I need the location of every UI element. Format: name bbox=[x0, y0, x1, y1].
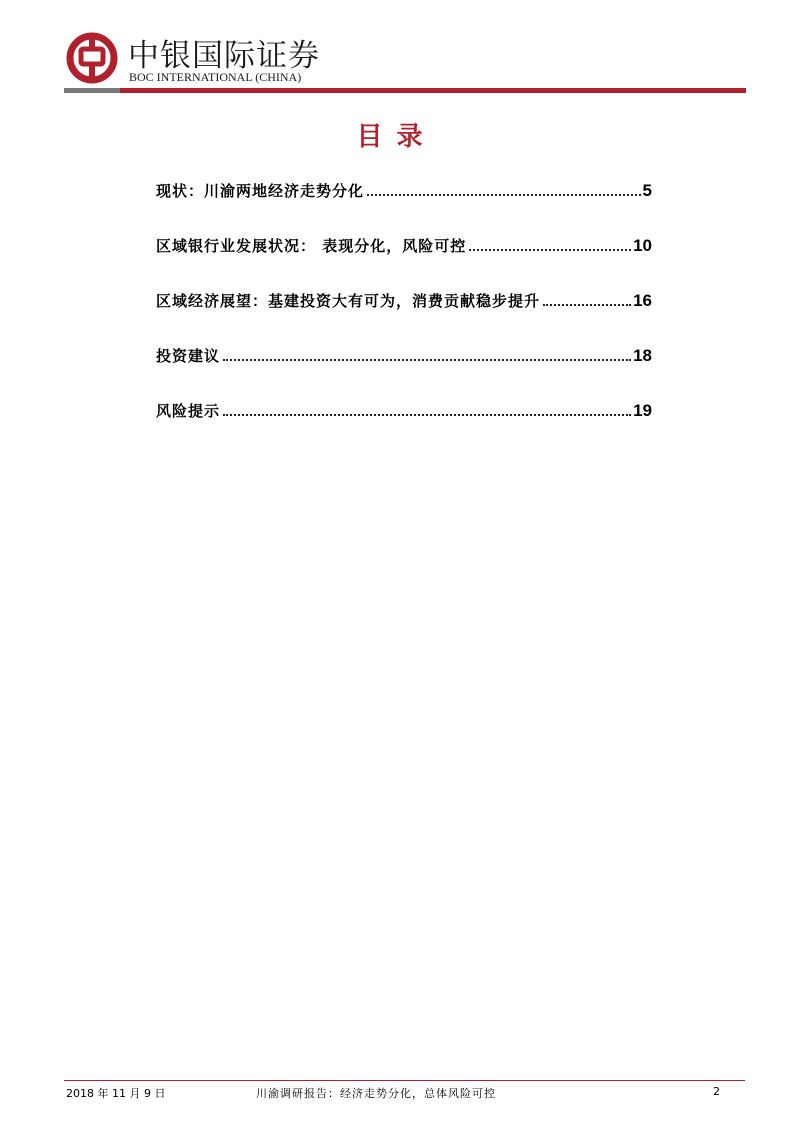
toc-item[interactable] bbox=[156, 235, 652, 290]
footer-date: 2018 年 11 月 9 日 bbox=[66, 1087, 166, 1100]
boc-logo-icon bbox=[66, 32, 118, 84]
toc-leader-dots bbox=[469, 249, 631, 251]
toc-item[interactable] bbox=[156, 345, 652, 400]
toc-leader-dots bbox=[543, 304, 631, 306]
toc-item-label: 现状：川渝两地经济走势分化 bbox=[156, 182, 365, 200]
toc-item[interactable] bbox=[156, 290, 652, 345]
brand-name-en: BOC INTERNATIONAL (CHINA) bbox=[129, 70, 302, 84]
toc-item-label: 区域银行业发展状况： 表现分化，风险可控 bbox=[156, 237, 467, 255]
toc-leader-dots bbox=[223, 359, 631, 361]
toc-leader-dots bbox=[223, 414, 631, 416]
toc-item-page: 16 bbox=[633, 291, 652, 310]
toc-item-label: 区域经济展望：基建投资大有可为，消费贡献稳步提升 bbox=[156, 292, 541, 310]
toc-item-label: 投资建议 bbox=[156, 347, 221, 365]
toc-item-label: 风险提示 bbox=[156, 402, 221, 420]
toc-item-page: 19 bbox=[633, 401, 652, 420]
footer-report-title: 川渝调研报告：经济走势分化，总体风险可控 bbox=[256, 1087, 496, 1100]
toc-item[interactable] bbox=[156, 400, 652, 455]
header-rule bbox=[64, 88, 746, 93]
page-title: 目录 bbox=[356, 122, 437, 152]
table-of-contents bbox=[156, 180, 652, 455]
toc-leader-dots bbox=[367, 194, 641, 196]
toc-item-page: 18 bbox=[633, 346, 652, 365]
footer-page-number: 2 bbox=[713, 1085, 720, 1098]
toc-item-page: 10 bbox=[633, 236, 652, 255]
toc-item[interactable] bbox=[156, 180, 652, 235]
toc-item-page: 5 bbox=[642, 181, 652, 200]
header-rule-accent bbox=[64, 88, 120, 93]
brand-name-cn: 中银国际证券 bbox=[128, 38, 320, 74]
footer-rule bbox=[64, 1080, 745, 1081]
